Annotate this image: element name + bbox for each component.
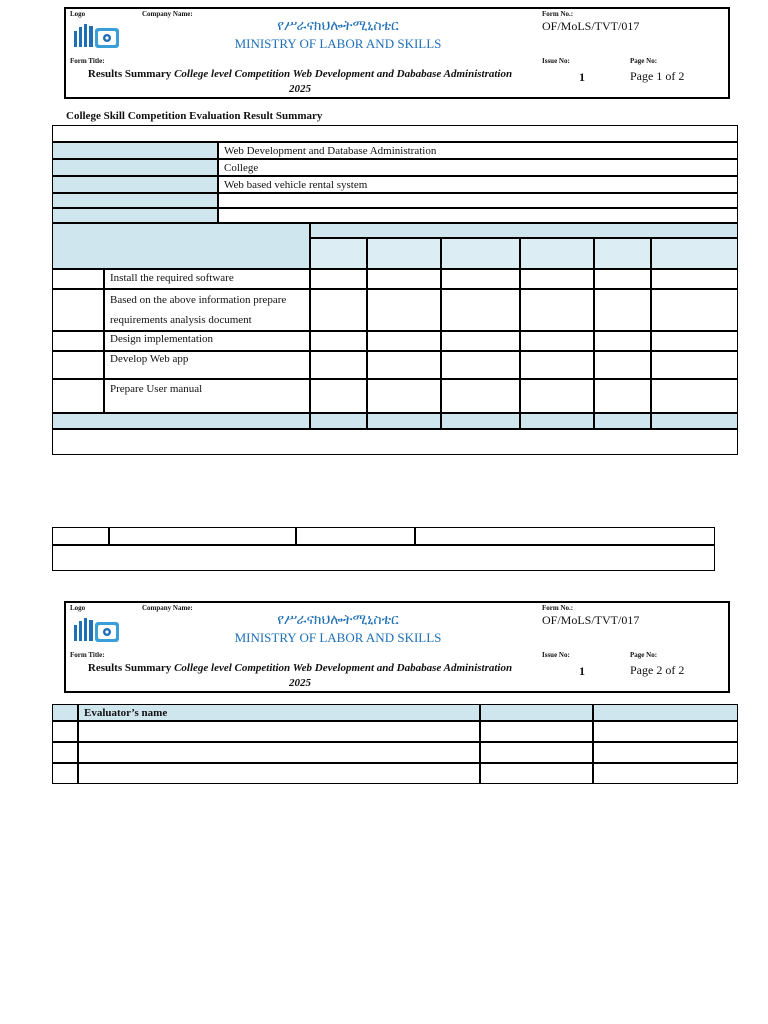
task-header-cell — [52, 223, 310, 269]
task-name-continued: requirements analysis document — [110, 314, 252, 326]
form-number-cell — [538, 603, 730, 650]
task-name-cell — [104, 289, 310, 331]
logo-cell — [66, 603, 138, 650]
evaluator-col-header — [593, 704, 738, 721]
info-value-cell — [218, 208, 738, 223]
score-col-header — [441, 238, 520, 269]
logo-cell — [66, 9, 138, 56]
score-cell — [520, 331, 594, 351]
score-cell — [441, 351, 520, 379]
task-name: Prepare User manual — [110, 383, 203, 395]
score-cell — [441, 379, 520, 413]
score-cell — [520, 351, 594, 379]
company-label: Company Name: — [142, 604, 193, 612]
info-value-cell — [218, 159, 738, 176]
score-cell — [651, 269, 738, 289]
evaluator-name-header — [78, 704, 480, 721]
form-number-cell — [538, 9, 730, 56]
score-cell — [520, 289, 594, 331]
info-value-cell — [218, 142, 738, 159]
score-cell — [594, 289, 651, 331]
evaluator-cell — [480, 742, 593, 763]
issue-number: 1 — [579, 70, 585, 84]
task-number-cell — [52, 379, 104, 413]
score-col-header — [310, 238, 367, 269]
evaluator-cell — [593, 721, 738, 742]
ministry-logo-icon — [74, 616, 124, 646]
task-name-cell — [104, 269, 310, 289]
section-title: College Skill Competition Evaluation Result Summary — [66, 110, 323, 122]
occupation-value: Web Development and Database Administration — [224, 145, 437, 157]
form-title-plain: Results Summary — [87, 68, 172, 80]
score-cell — [594, 379, 651, 413]
task-number-cell — [52, 331, 104, 351]
info-value-cell — [218, 193, 738, 208]
ministry-logo-icon — [74, 22, 124, 52]
company-cell — [138, 9, 538, 56]
score-cell — [441, 269, 520, 289]
form-title-label: Form Title: — [70, 651, 105, 659]
score-cell — [441, 331, 520, 351]
score-cell — [520, 269, 594, 289]
evaluator-cell — [52, 742, 78, 763]
page-number: Page 2 of 2 — [630, 663, 685, 677]
page-number-label: Page No: — [630, 57, 658, 65]
total-cell — [594, 413, 651, 429]
evaluator-cell — [593, 742, 738, 763]
score-cell — [310, 379, 367, 413]
task-name-cell — [104, 331, 310, 351]
form-title — [70, 67, 530, 97]
company-amharic-name: የሥራናክህሎትሚኒስቴር — [277, 18, 399, 34]
form-title-cell — [66, 56, 538, 99]
form-title-italic: College level Competition Web Development and Dababase Administration — [174, 68, 513, 80]
signature-cell — [415, 527, 715, 545]
signature-cell — [109, 527, 296, 545]
level-value: College — [224, 162, 259, 174]
score-col-header — [367, 238, 441, 269]
info-label-cell — [52, 142, 218, 159]
info-row-0 — [52, 125, 738, 142]
issue-number-label: Issue No: — [542, 57, 570, 65]
form-header-page-1 — [64, 7, 730, 99]
company-name: MINISTRY OF LABOR AND SKILLS — [234, 630, 442, 645]
task-name: Develop Web app — [110, 353, 189, 365]
logo-label: Logo — [70, 604, 86, 612]
evaluator-cell — [78, 763, 480, 784]
evaluator-cell — [593, 763, 738, 784]
score-cell — [441, 289, 520, 331]
task-name: Based on the above information prepare — [110, 294, 287, 306]
info-label-cell — [52, 193, 218, 208]
company-label: Company Name: — [142, 10, 193, 18]
info-label-cell — [52, 176, 218, 193]
issue-number-label: Issue No: — [542, 651, 570, 659]
score-cell — [367, 269, 441, 289]
total-cell — [651, 413, 738, 429]
score-cell — [651, 351, 738, 379]
task-number-cell — [52, 289, 104, 331]
task-name: Design implementation — [110, 333, 213, 345]
score-group-header — [310, 223, 738, 238]
score-cell — [651, 331, 738, 351]
signature-cell — [296, 527, 415, 545]
page-number-label: Page No: — [630, 651, 658, 659]
total-cell — [520, 413, 594, 429]
task-number-cell — [52, 351, 104, 379]
company-name: MINISTRY OF LABOR AND SKILLS — [234, 36, 442, 51]
issue-number-cell — [538, 56, 626, 99]
form-number-label: Form No.: — [542, 10, 574, 18]
total-cell — [367, 413, 441, 429]
score-cell — [310, 351, 367, 379]
company-cell — [138, 603, 538, 650]
issue-number: 1 — [579, 664, 585, 678]
score-cell — [367, 379, 441, 413]
evaluator-name-label: Evaluator’s name — [84, 707, 168, 719]
score-cell — [310, 331, 367, 351]
score-cell — [594, 351, 651, 379]
evaluator-cell — [78, 721, 480, 742]
form-title-italic: College level Competition Web Development and Dababase Administration — [174, 662, 513, 674]
company-amharic-name: የሥራናክህሎትሚኒስቴር — [277, 612, 399, 628]
form-number: OF/MoLS/TVT/017 — [542, 19, 640, 33]
issue-number-cell — [538, 650, 626, 693]
form-title-plain: Results Summary — [87, 662, 172, 674]
score-col-header — [520, 238, 594, 269]
task-name-cell — [104, 351, 310, 379]
score-cell — [310, 269, 367, 289]
score-cell — [651, 379, 738, 413]
info-value-cell — [218, 176, 738, 193]
evaluator-cell — [78, 742, 480, 763]
form-title — [70, 661, 530, 691]
remark-row — [52, 429, 738, 455]
total-cell — [441, 413, 520, 429]
score-cell — [310, 289, 367, 331]
evaluator-cell — [52, 721, 78, 742]
evaluator-no-header — [52, 704, 78, 721]
evaluator-cell — [480, 763, 593, 784]
evaluator-cell — [480, 721, 593, 742]
info-label-cell — [52, 208, 218, 223]
task-name-cell — [104, 379, 310, 413]
score-cell — [594, 331, 651, 351]
form-title-label: Form Title: — [70, 57, 105, 65]
task-number-cell — [52, 269, 104, 289]
total-label-cell — [52, 413, 310, 429]
form-title-year: 2025 — [289, 83, 311, 95]
form-number: OF/MoLS/TVT/017 — [542, 613, 640, 627]
form-number-label: Form No.: — [542, 604, 574, 612]
logo-label: Logo — [70, 10, 86, 18]
info-label-cell — [52, 159, 218, 176]
page-number-cell — [626, 650, 730, 693]
form-title-year: 2025 — [289, 677, 311, 689]
score-col-header — [594, 238, 651, 269]
evaluator-col-header — [480, 704, 593, 721]
page-number: Page 1 of 2 — [630, 69, 685, 83]
signature-cell — [52, 527, 109, 545]
signature-row-wide — [52, 545, 715, 571]
score-cell — [367, 289, 441, 331]
project-value: Web based vehicle rental system — [224, 179, 368, 191]
evaluator-cell — [52, 763, 78, 784]
total-cell — [310, 413, 367, 429]
task-name: Install the required software — [110, 272, 234, 284]
score-cell — [651, 289, 738, 331]
form-header-page-2 — [64, 601, 730, 693]
page-number-cell — [626, 56, 730, 99]
score-col-header — [651, 238, 738, 269]
score-cell — [520, 379, 594, 413]
score-cell — [367, 331, 441, 351]
form-title-cell — [66, 650, 538, 693]
score-cell — [367, 351, 441, 379]
score-cell — [594, 269, 651, 289]
